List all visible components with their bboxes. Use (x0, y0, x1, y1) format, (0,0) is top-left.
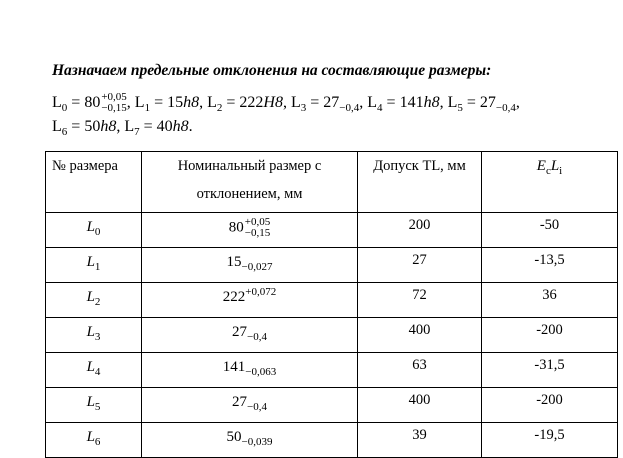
size-name (87, 388, 101, 413)
formula-value: 27 (479, 93, 496, 111)
cell-nominal (142, 248, 358, 283)
size-name (87, 283, 101, 308)
formula-term (134, 93, 207, 114)
formula-subscript: 6 (61, 126, 68, 138)
formula-subscript: 1 (144, 101, 151, 114)
size-subscript: 4 (94, 366, 101, 378)
formula-symbol: L (124, 118, 135, 135)
formula-lower-deviation: −0,4 (339, 101, 360, 114)
formula-equals: = (222, 93, 240, 111)
formula-equals: = (67, 118, 85, 135)
header-ec-sub: c (545, 165, 551, 177)
cell-tolerance: 63 (358, 353, 482, 388)
formula-fit: h8 (100, 118, 117, 135)
cell-size-name (46, 353, 142, 388)
upper-deviation: +0,05 (244, 216, 271, 228)
nominal-number: 141 (222, 359, 246, 375)
table-row (46, 318, 618, 353)
formula-separator: , (126, 93, 131, 111)
formula-symbol: L (290, 93, 301, 111)
table-row (46, 283, 618, 318)
formula-subscript: 0 (61, 101, 68, 114)
formula-symbol: L (134, 93, 145, 111)
table-row (46, 213, 618, 248)
formula-symbol: L (52, 93, 62, 111)
size-symbol: L (86, 359, 95, 375)
deviation-stack (245, 217, 270, 239)
size-symbol: L (86, 289, 95, 305)
size-name (87, 318, 101, 343)
cell-ec: -19,5 (482, 423, 618, 458)
nominal-value (229, 213, 270, 239)
formula-symbol: L (207, 93, 217, 111)
size-symbol: L (86, 324, 95, 340)
upper-deviation: +0,072 (245, 286, 277, 298)
formula-equals: = (67, 93, 85, 111)
formula-fit: h8 (423, 93, 440, 111)
formula-line-2 (52, 118, 193, 136)
lower-deviation: −0,027 (241, 261, 273, 273)
size-subscript: 6 (94, 436, 101, 448)
size-subscript: 2 (94, 296, 101, 308)
cell-nominal (142, 213, 358, 248)
nominal-value (223, 283, 276, 308)
size-name (87, 353, 101, 378)
cell-size-name (46, 213, 142, 248)
nominal-value (227, 423, 273, 448)
formula-term (52, 118, 124, 138)
formula-equals: = (139, 118, 157, 135)
formula-separator: . (188, 118, 193, 135)
formula-separator: , (439, 93, 444, 111)
cell-nominal (142, 423, 358, 458)
nominal-value (223, 353, 276, 378)
formula-equals: = (150, 93, 168, 111)
formula-separator: , (359, 93, 364, 111)
formula-symbol: L (447, 93, 458, 111)
formula-fit: H8 (263, 93, 283, 111)
formula-equals: = (462, 93, 480, 111)
size-subscript: 1 (94, 261, 101, 273)
lower-deviation: −0,063 (245, 366, 277, 378)
nominal-value (232, 318, 267, 343)
nominal-number: 80 (228, 219, 244, 236)
formula-term (207, 93, 291, 114)
header-li-main: L (550, 158, 560, 174)
formula-upper-deviation: +0,05 (101, 91, 127, 103)
cell-size-name (46, 248, 142, 283)
formula-subscript: 5 (457, 101, 463, 114)
lower-deviation: −0,15 (244, 227, 271, 239)
header-ec-li (482, 152, 618, 213)
header-size-number: № размера (46, 152, 142, 213)
formula-subscript: 7 (134, 126, 140, 138)
size-name (87, 423, 101, 448)
formula-separator: , (116, 118, 121, 135)
size-subscript: 0 (94, 226, 101, 238)
formula-separator: , (282, 93, 287, 111)
cell-ec: -50 (482, 213, 618, 248)
nominal-number: 15 (226, 254, 242, 270)
formula-fit: h8 (183, 93, 200, 111)
cell-tolerance: 72 (358, 283, 482, 318)
section-heading: Назначаем предельные отклонения на составляющие размеры: (52, 62, 492, 79)
table-header-row (46, 152, 618, 213)
formula-term (367, 93, 447, 114)
header-ec-main: E (536, 158, 546, 174)
formula-subscript: 3 (300, 101, 307, 114)
cell-tolerance: 200 (358, 213, 482, 248)
cell-size-name (46, 388, 142, 423)
formula-value: 222 (239, 93, 264, 111)
size-symbol: L (86, 254, 95, 270)
formula-separator: , (515, 93, 520, 111)
formula-deviation-stack (101, 92, 126, 114)
header-tolerance: Допуск TL, мм (358, 152, 482, 213)
size-name (87, 248, 101, 273)
formula-value: 141 (399, 93, 424, 111)
size-name (87, 213, 101, 238)
nominal-number: 222 (222, 289, 246, 305)
formula-term (447, 93, 520, 114)
lower-deviation: −0,039 (241, 436, 273, 448)
cell-size-name (46, 318, 142, 353)
cell-tolerance: 39 (358, 423, 482, 458)
nominal-number: 27 (232, 324, 248, 340)
dimensions-table (45, 151, 618, 458)
formula-term (290, 93, 367, 114)
formula-value: 80 (84, 93, 101, 111)
formula-subscript: 4 (377, 101, 383, 114)
size-symbol: L (86, 219, 95, 235)
formula-symbol: L (52, 118, 62, 135)
table-row (46, 353, 618, 388)
formula-value: 15 (167, 93, 184, 111)
size-symbol: L (86, 394, 95, 410)
table-row (46, 248, 618, 283)
formula-equals: = (382, 93, 400, 111)
size-symbol: L (86, 429, 95, 445)
cell-ec: -200 (482, 318, 618, 353)
formula-fit: h8 (172, 118, 189, 135)
nominal-number: 27 (232, 394, 248, 410)
cell-nominal (142, 388, 358, 423)
cell-nominal (142, 283, 358, 318)
formula-lower-deviation: −0,4 (495, 101, 516, 114)
table-row (46, 423, 618, 458)
header-nominal-size: Номинальный размер с отклонением, мм (142, 152, 358, 213)
table-row (46, 388, 618, 423)
formula-separator: , (199, 93, 204, 111)
nominal-value (232, 388, 267, 413)
formula-term (52, 91, 135, 114)
cell-ec: -31,5 (482, 353, 618, 388)
header-li-sub: i (559, 165, 563, 177)
size-subscript: 3 (94, 331, 101, 343)
cell-nominal (142, 353, 358, 388)
cell-size-name (46, 283, 142, 318)
nominal-value (227, 248, 273, 273)
formula-line-1 (52, 92, 520, 114)
nominal-number: 50 (226, 429, 242, 445)
cell-nominal (142, 318, 358, 353)
size-subscript: 5 (94, 401, 101, 413)
formula-symbol: L (367, 93, 378, 111)
cell-size-name (46, 423, 142, 458)
cell-tolerance: 27 (358, 248, 482, 283)
cell-ec: 36 (482, 283, 618, 318)
formula-value: 40 (156, 118, 173, 135)
cell-ec: -200 (482, 388, 618, 423)
formula-term (124, 118, 193, 138)
formula-value: 50 (84, 118, 101, 135)
cell-tolerance: 400 (358, 318, 482, 353)
cell-ec: -13,5 (482, 248, 618, 283)
formula-value: 27 (323, 93, 340, 111)
formula-lower-deviation: −0,15 (101, 102, 127, 114)
cell-tolerance: 400 (358, 388, 482, 423)
formula-subscript: 2 (216, 101, 223, 114)
lower-deviation: −0,4 (247, 401, 267, 413)
lower-deviation: −0,4 (247, 331, 267, 343)
formula-equals: = (306, 93, 324, 111)
